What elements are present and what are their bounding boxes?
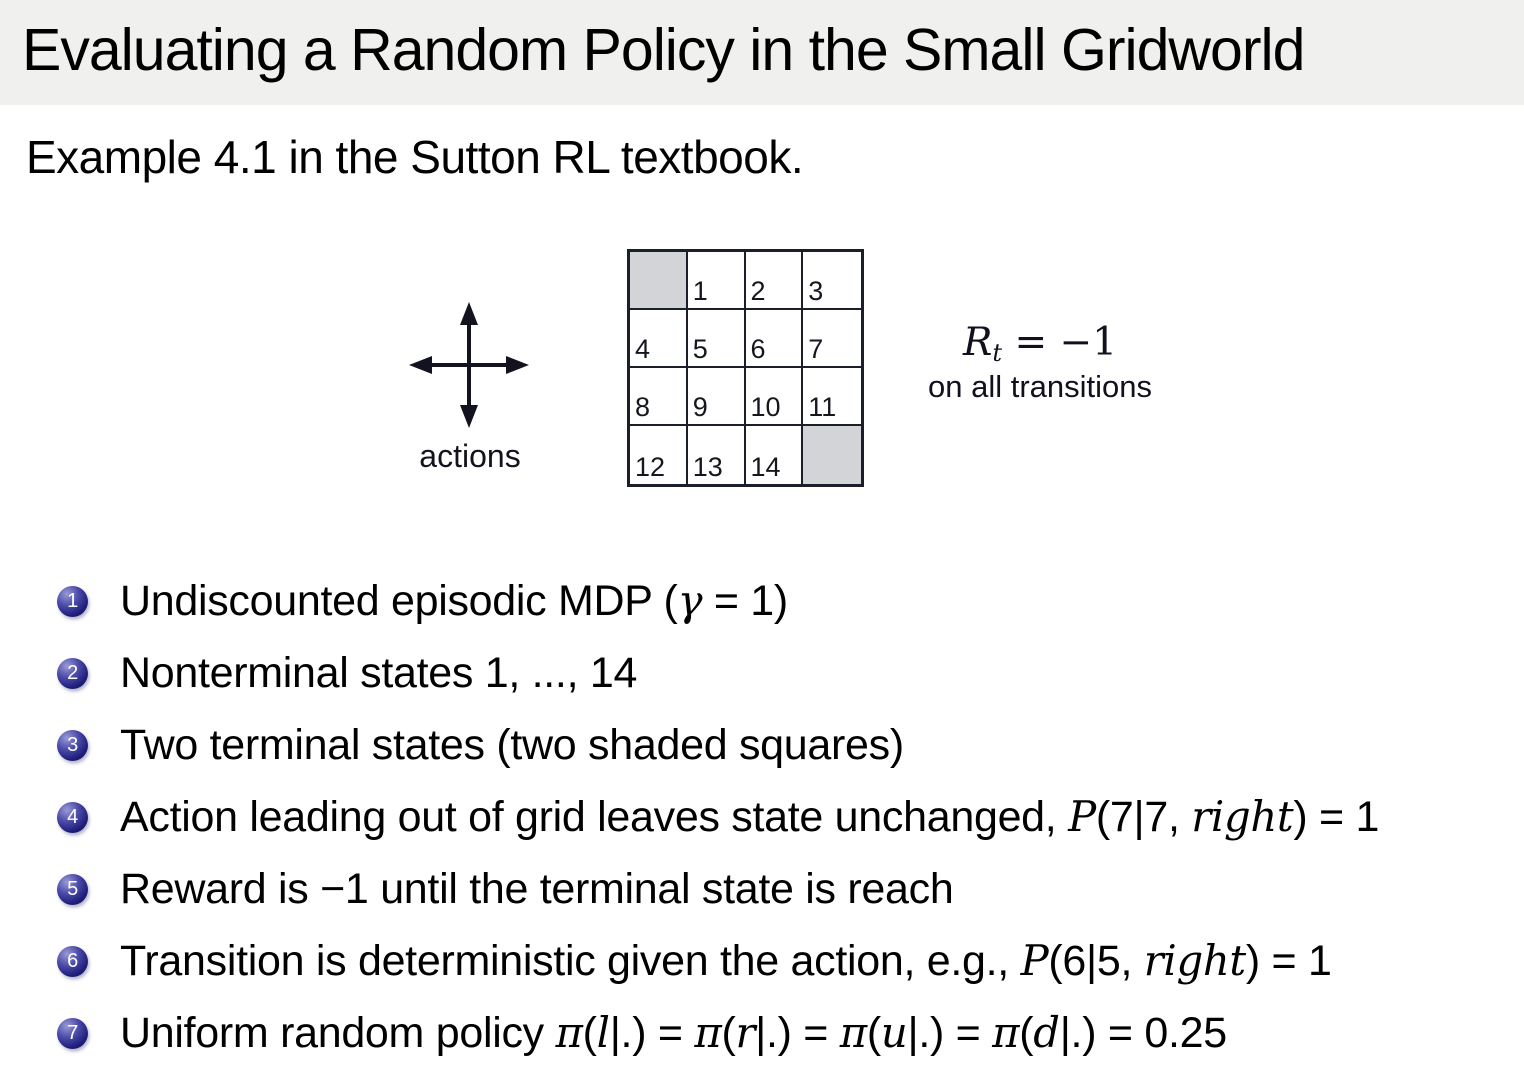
item-text xyxy=(120,1008,1227,1058)
item-text-segment: Nonterminal states 1, ..., 14 xyxy=(120,648,638,697)
item-text-segment: Transition is deterministic given the action, e.g., xyxy=(120,937,1021,985)
grid-cell-number: 7 xyxy=(808,334,824,364)
grid-cell-number: 12 xyxy=(635,452,666,482)
grid-cell-number: 13 xyxy=(692,452,723,482)
reward-caption: on all transitions xyxy=(927,369,1152,404)
item-number-badge: 1 xyxy=(57,586,88,617)
grid-cell-number: 11 xyxy=(808,392,837,422)
item-text-math-segment: right xyxy=(1143,936,1246,985)
item-text-math-segment: π xyxy=(555,1008,583,1057)
item-text-math-segment: γ xyxy=(677,576,703,625)
gridworld-grid xyxy=(627,249,864,487)
grid-cell-number: 5 xyxy=(692,334,708,364)
list-item xyxy=(57,722,1379,768)
grid-cell-number: 1 xyxy=(692,276,708,306)
grid-cell-number: 9 xyxy=(692,392,708,422)
item-text-segment: ) = 1 xyxy=(1245,937,1332,985)
item-text-segment: Undiscounted episodic MDP ( xyxy=(120,577,678,625)
grid-cell xyxy=(803,310,861,368)
item-text xyxy=(120,792,1379,842)
item-text-math-segment: d xyxy=(1033,1008,1060,1057)
list-item xyxy=(57,866,1379,912)
list-item xyxy=(57,1010,1379,1056)
item-number-badge: 5 xyxy=(57,874,88,905)
item-text xyxy=(120,865,953,914)
bullet-list xyxy=(57,578,1379,1080)
grid-cell-terminal xyxy=(803,426,861,484)
item-text-segment: ( xyxy=(1019,1009,1034,1057)
item-text-segment: ) = 1 xyxy=(1293,793,1380,841)
list-item xyxy=(57,938,1379,984)
grid-cell xyxy=(746,368,804,426)
grid-cell-number: 14 xyxy=(750,452,781,482)
grid-cell xyxy=(630,310,688,368)
item-text xyxy=(120,649,637,698)
item-text-segment: ( xyxy=(582,1009,597,1057)
reward-value: = −1 xyxy=(1002,320,1118,365)
item-text-segment: = 1) xyxy=(702,577,788,625)
item-text-segment: Uniform random policy xyxy=(120,1009,556,1057)
grid-cell xyxy=(688,252,746,310)
reward-subscript: t xyxy=(992,339,1003,367)
grid-cell xyxy=(803,368,861,426)
item-text-segment: (7|7, xyxy=(1095,793,1192,841)
list-item xyxy=(57,578,1379,624)
grid-cell-number: 6 xyxy=(750,334,766,364)
item-text-segment: |.) = xyxy=(907,1009,993,1057)
item-text-segment: Two terminal states (two shaded squares) xyxy=(120,720,904,769)
item-text-segment: |.) = xyxy=(755,1009,840,1057)
grid-cell-number: 8 xyxy=(635,392,651,422)
item-number-badge: 4 xyxy=(57,802,88,833)
item-number-badge: 7 xyxy=(57,1018,88,1049)
item-text-math-segment: l xyxy=(596,1008,610,1057)
list-item xyxy=(57,794,1379,840)
item-text-math-segment: π xyxy=(992,1008,1020,1057)
grid-cell-number: 10 xyxy=(750,392,781,422)
item-text-segment: ( xyxy=(866,1009,881,1057)
item-text-segment: Action leading out of grid leaves state unchanged, xyxy=(120,793,1069,841)
item-text-math-segment: r xyxy=(735,1008,756,1057)
slide-title: Evaluating a Random Policy in the Small Gridworld xyxy=(22,17,1305,83)
item-text-math-segment: P xyxy=(1068,792,1096,841)
item-text xyxy=(120,576,788,626)
item-number-badge: 3 xyxy=(57,730,88,761)
item-text xyxy=(120,721,904,770)
reward-symbol: R xyxy=(962,320,993,365)
grid-cell xyxy=(630,368,688,426)
grid-cell xyxy=(746,426,804,484)
item-text-segment: |.) = 0.25 xyxy=(1059,1009,1227,1057)
item-number-badge: 2 xyxy=(57,658,88,689)
item-text-segment: Reward is −1 until the terminal state is reach xyxy=(120,864,954,913)
grid-cell xyxy=(746,252,804,310)
grid-cell-number: 4 xyxy=(635,334,651,364)
reward-formula xyxy=(910,320,1170,367)
grid-cell-number: 2 xyxy=(750,276,766,306)
grid-cell-terminal xyxy=(630,252,688,310)
item-text-math-segment: π xyxy=(839,1008,867,1057)
title-bar xyxy=(0,0,1524,105)
subtitle: Example 4.1 in the Sutton RL textbook. xyxy=(26,131,804,183)
item-text-math-segment: P xyxy=(1020,936,1049,985)
item-text-segment: ( xyxy=(721,1009,736,1057)
actions-label: actions xyxy=(419,438,521,474)
item-text-segment: (6|5, xyxy=(1048,937,1144,985)
grid-cell xyxy=(688,368,746,426)
item-text-segment: |.) = xyxy=(609,1009,695,1057)
item-text-math-segment: right xyxy=(1191,792,1294,841)
grid-cell xyxy=(803,252,861,310)
reward-note xyxy=(910,320,1170,405)
item-text-math-segment: π xyxy=(694,1008,722,1057)
list-item xyxy=(57,650,1379,696)
grid-cell xyxy=(746,310,804,368)
grid-cell xyxy=(688,310,746,368)
item-number-badge: 6 xyxy=(57,946,88,977)
grid-cell-number: 3 xyxy=(808,276,824,306)
grid-cell xyxy=(630,426,688,484)
actions-cross-icon xyxy=(408,301,530,429)
item-text xyxy=(120,936,1332,986)
item-text-math-segment: u xyxy=(880,1008,908,1057)
grid-cell xyxy=(688,426,746,484)
